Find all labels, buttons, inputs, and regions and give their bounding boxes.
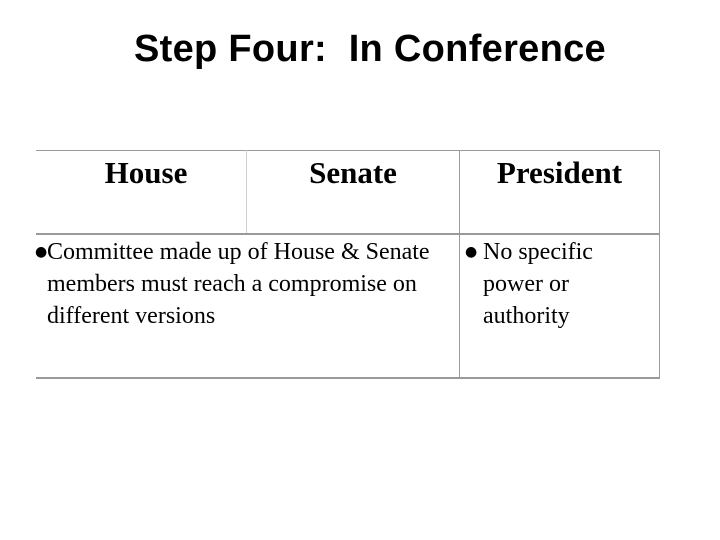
cell-president: No specific power or authority <box>483 239 593 329</box>
column-divider-house-senate <box>246 150 247 233</box>
header-senate: Senate <box>309 155 397 190</box>
bullet-icon: ● <box>465 244 478 260</box>
slide-title: Step Four: In Conference <box>134 28 606 70</box>
header-president: President <box>496 155 623 190</box>
table-header-divider <box>36 233 660 235</box>
bullet-icon: ● <box>35 244 48 260</box>
table-bottom-border <box>36 377 660 379</box>
cell-house-senate: Committee made up of House & Senate members must reach a compromise on different versions <box>47 239 430 329</box>
table-right-border <box>659 150 660 379</box>
header-house: House <box>104 155 188 190</box>
